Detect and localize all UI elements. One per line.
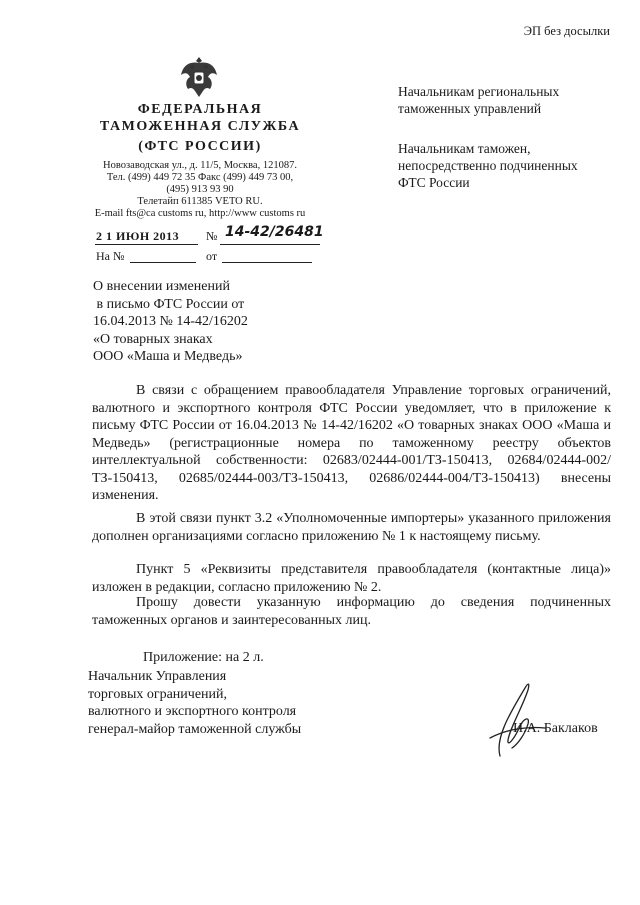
addressee-block-1 — [398, 83, 618, 117]
addressee-line: непосредственно подчиненных — [398, 158, 578, 173]
subject-line: О внесении изменений — [93, 279, 230, 294]
reference-number-label: На № — [96, 249, 125, 263]
org-name-short: (ФТС РОССИИ) — [138, 139, 262, 154]
signature-position — [88, 668, 348, 738]
org-address: Новозаводская ул., д. 11/5, Москва, 121087. — [103, 160, 297, 171]
addressee-line: ФТС России — [398, 175, 470, 190]
reference-number-line — [130, 262, 196, 263]
subject-line: в письмо ФТС России от — [93, 296, 245, 312]
subject-line: «О товарных знаках — [93, 331, 213, 347]
addressee-line: Начальникам региональных — [398, 84, 560, 99]
reference-from-label: от — [206, 249, 218, 263]
reference-date-line — [222, 262, 312, 263]
registration-number-label: № — [206, 229, 218, 243]
date-underline — [95, 244, 198, 245]
handwritten-signature — [470, 678, 555, 758]
subject-line: 16.04.2013 № 14-42/16202 — [93, 314, 248, 329]
addressee-line: Начальникам таможен, — [398, 141, 531, 156]
addressee-line: таможенных управлений — [398, 101, 542, 116]
body-paragraph-1: В связи с обращением правообладателя Управление торговых ограничений, валютного и экспортного контроля ФТС России уведомляет, что в приложение к письму ФТС России от 16.04.2013 № 14-42/16202 «О товарных знаках ООО «Маша и Медведь» (регистрационные номера по таможенному реестру объектов интеллектуальной собственности: 02683/02444-001/ТЗ-150413, 02684/02444-002/ТЗ-150413, 02685/02444-003/ТЗ-150413, 02686/02444-004/ТЗ-150413) внесены изменения. — [92, 383, 611, 503]
position-line: Начальник Управления — [88, 669, 227, 684]
distribution-note: ЭП без досылки — [523, 24, 610, 38]
position-line: валютного и экспортного контроля — [88, 704, 297, 719]
addressee-block-2 — [398, 140, 618, 191]
org-telex: Телетайп 611385 VETO RU. — [137, 196, 263, 207]
position-line: торговых ограничений, — [88, 686, 228, 702]
org-phone-fax: Тел. (499) 449 72 35 Факс (499) 449 73 00, — [106, 172, 294, 183]
signer-name: И.А. Баклаков — [513, 721, 598, 736]
body-paragraph-4: Прошу довести указанную информацию до сведения подчиненных таможенных органов и заинтересованных лиц. — [92, 595, 611, 628]
position-line: генерал-майор таможенной службы — [88, 721, 302, 737]
attachment-note: Приложение: на 2 л. — [143, 650, 264, 665]
subject-line: ООО «Маша и Медведь» — [93, 349, 243, 364]
registration-date: 2 1 ИЮН 2013 — [96, 229, 180, 243]
letter-subject — [93, 278, 323, 366]
coat-of-arms-emblem — [178, 55, 220, 99]
org-name-line2: ТАМОЖЕННАЯ СЛУЖБА — [99, 119, 301, 134]
org-email-web: E-mail fts@ca customs ru, http://www customs ru — [94, 208, 306, 219]
number-underline — [220, 244, 320, 245]
org-phone2: (495) 913 93 90 — [166, 184, 234, 195]
registration-number: 14-42/26481 — [225, 224, 324, 240]
body-paragraph-3: Пункт 5 «Реквизиты представителя правообладателя (контактные лица)» изложен в редакции, согласно приложению № 2. — [92, 562, 611, 595]
org-name-line1: ФЕДЕРАЛЬНАЯ — [137, 102, 263, 117]
body-paragraph-2: В этой связи пункт 3.2 «Уполномоченные импортеры» указанного приложения дополнен организациями согласно приложению № 1 к настоящему письму. — [92, 511, 611, 544]
